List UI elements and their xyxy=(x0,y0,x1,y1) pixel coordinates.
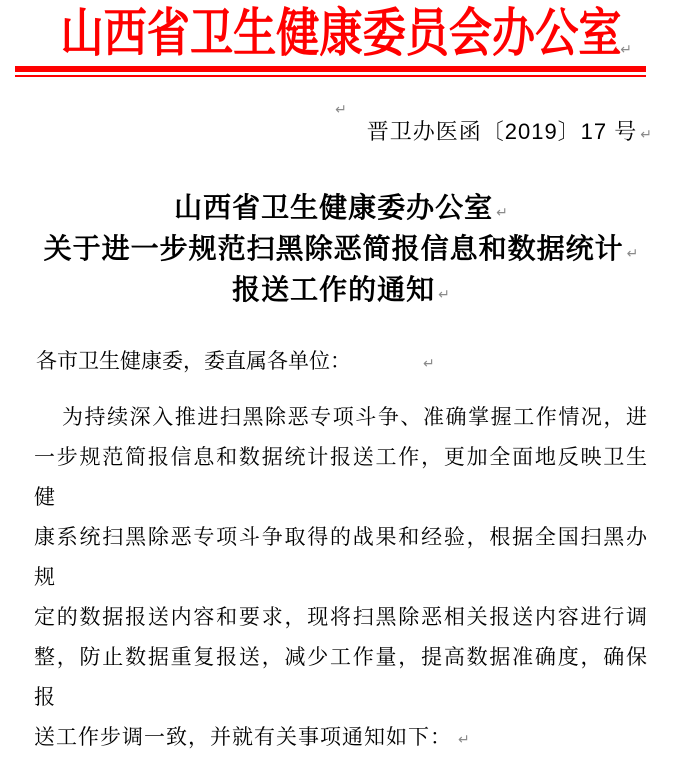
doc-number: 晋卫办医函〔2019〕17 号 xyxy=(366,119,638,144)
doc-number-row xyxy=(0,119,682,148)
paragraph-mark-icon: ↵ xyxy=(626,246,639,262)
body-line-text: 送工作步调一致，并就有关事项通知如下： xyxy=(34,725,452,749)
paragraph-mark-icon: ↵ xyxy=(423,356,435,372)
document-title-line-1 xyxy=(0,190,682,231)
salutation-row xyxy=(0,349,682,377)
document-title-line-2 xyxy=(0,231,682,272)
empty-paragraph xyxy=(0,101,682,119)
paragraph-mark-icon: ↵ xyxy=(620,42,632,58)
paragraph-mark-icon: ↵ xyxy=(335,102,347,118)
paragraph-mark-icon: ↵ xyxy=(438,287,450,303)
paragraph-mark-icon: ↵ xyxy=(640,127,652,143)
body-line-3: 康系统扫黑除恶专项斗争取得的战果和经验，根据全国扫黑办规 xyxy=(34,525,648,589)
body-line-1: 为持续深入推进扫黑除恶专项斗争、准确掌握工作情况，进 xyxy=(62,405,648,429)
letterhead xyxy=(0,4,682,64)
letterhead-rule-thin xyxy=(15,75,646,77)
body-paragraph xyxy=(0,397,682,760)
document-title-text: 山西省卫生健康委办公室 xyxy=(174,192,494,223)
document-title-text: 报送工作的通知 xyxy=(232,274,436,305)
document-title-text: 关于进一步规范扫黑除恶简报信息和数据统计 xyxy=(43,233,624,264)
body-line-5: 整，防止数据重复报送，减少工作量，提高数据准确度，确保报 xyxy=(34,645,648,709)
body-line-2: 一步规范简报信息和数据统计报送工作，更加全面地反映卫生健 xyxy=(34,445,648,509)
body-line-4: 定的数据报送内容和要求，现将扫黑除恶相关报送内容进行调 xyxy=(34,605,648,629)
body-line-6 xyxy=(34,717,648,760)
salutation: 各市卫生健康委，委直属各单位： xyxy=(36,350,351,373)
document-title-line-3 xyxy=(0,272,682,313)
letterhead-rule-thick xyxy=(15,66,646,72)
document-title xyxy=(0,190,682,313)
paragraph-mark-icon: ↵ xyxy=(496,205,508,221)
letterhead-title: 山西省卫生健康委员会办公室 xyxy=(60,5,622,63)
paragraph-mark-icon: ↵ xyxy=(458,732,470,748)
document-page xyxy=(0,4,682,749)
